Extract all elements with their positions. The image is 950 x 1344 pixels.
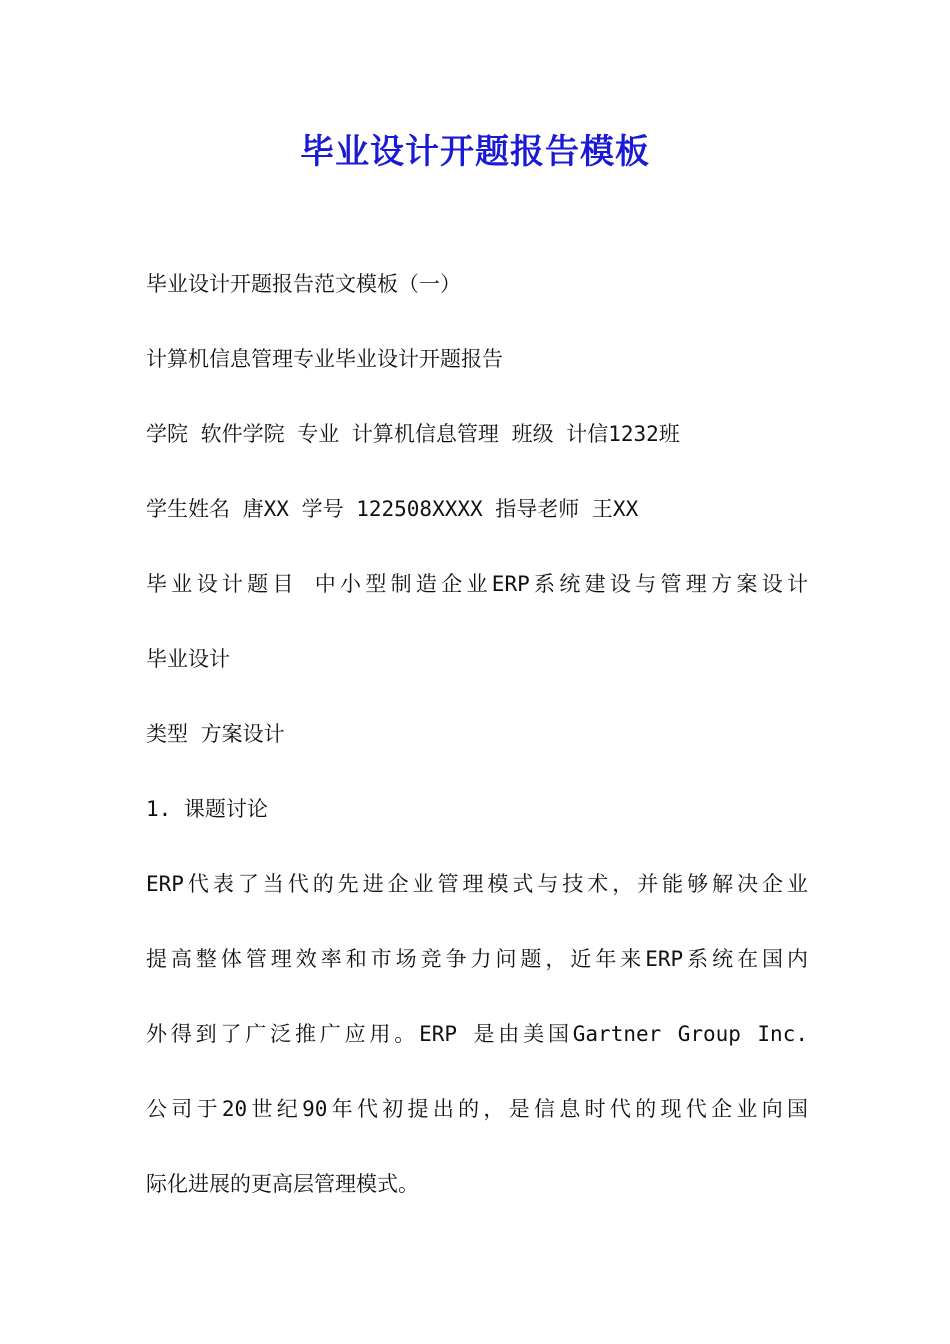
student-info-line: 学生姓名 唐XX 学号 122508XXXX 指导老师 王XX (146, 497, 639, 521)
paragraph-line: 际化进展的更高层管理模式。 (146, 1172, 419, 1196)
paragraph-line: ERP代表了当代的先进企业管理模式与技术，并能够解决企业 (146, 872, 808, 896)
report-heading-line: 计算机信息管理专业毕业设计开题报告 (146, 347, 503, 371)
thesis-topic-line: 毕业设计题目 中小型制造企业ERP系统建设与管理方案设计 (146, 572, 808, 596)
paragraph-line: 提高整体管理效率和市场竞争力问题，近年来ERP系统在国内 (146, 947, 808, 971)
paragraph-line: 公司于20世纪90年代初提出的，是信息时代的现代企业向国 (146, 1097, 808, 1121)
design-label-line: 毕业设计 (146, 647, 230, 671)
college-info-line: 学院 软件学院 专业 计算机信息管理 班级 计信1232班 (146, 422, 680, 446)
paragraph-line: 外得到了广泛推广应用。ERP 是由美国Gartner Group Inc. (146, 1022, 808, 1046)
document-title: 毕业设计开题报告模板 (300, 132, 650, 172)
document-body (146, 266, 808, 1241)
section-heading: 1. 课题讨论 (146, 797, 268, 821)
design-type-line: 类型 方案设计 (146, 722, 285, 746)
subtitle-line: 毕业设计开题报告范文模板（一） (146, 272, 461, 296)
